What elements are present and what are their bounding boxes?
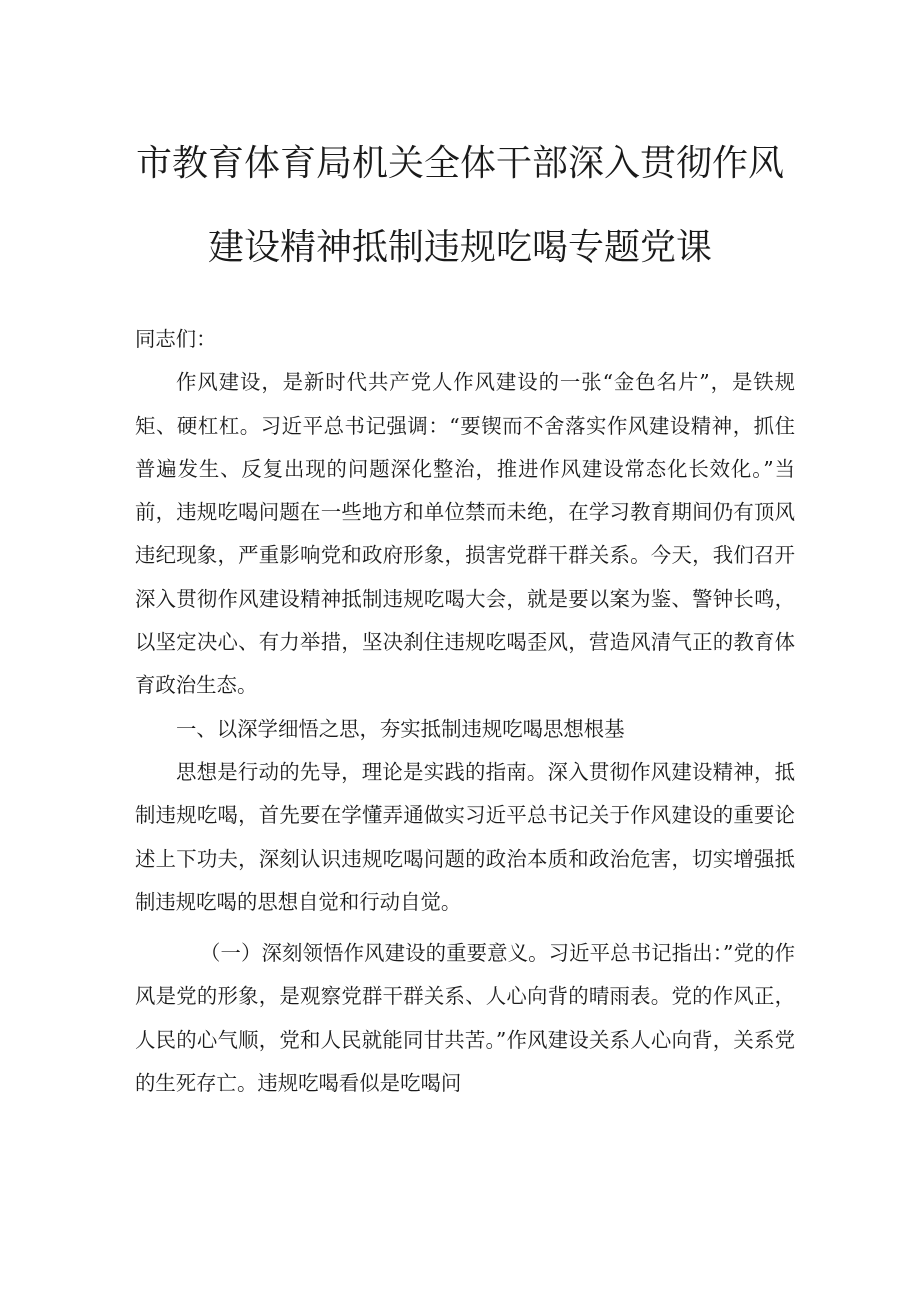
document-body <box>135 318 795 1105</box>
greeting: 同志们： <box>135 327 217 351</box>
section-1-heading: 一、以深学细悟之思，夯实抵制违规吃喝思想根基 <box>176 716 625 741</box>
intro-paragraph: 作风建设，是新时代共产党人作风建设的一张“金色名片”，是铁规矩、硬杠杠。习近平总书记强调：“要锲而不舍落实作风建设精神，抓住普遍发生、反复出现的问题深化整治，推进作风建设常态化长效化。”当前，违规吃喝问题在一些地方和单位禁而未绝，在学习教育期间仍有顶风违纪现象，严重影响党和政府形象，损害党群干群关系。今天，我们召开深入贯彻作风建设精神抵制违规吃喝大会，就是要以案为鉴、警钟长鸣，以坚定决心、有力举措，坚决刹住违规吃喝歪风，营造风清气正的教育体育政治生态。 <box>135 370 795 698</box>
section-1-paragraph: 思想是行动的先导，理论是实践的指南。深入贯彻作风建设精神，抵制违规吃喝，首先要在学懂弄通做实习近平总书记关于作风建设的重要论述上下功夫，深刻认识违规吃喝问题的政治本质和政治危害，切实增强抵制违规吃喝的思想自觉和行动自觉。 <box>135 759 795 914</box>
document-title-line-1: 市教育体育局机关全体干部深入贯彻作风 <box>135 143 784 184</box>
document-title-line-2: 建设精神抵制违规吃喝专题党课 <box>207 227 712 268</box>
subsection-1-paragraph: （一）深刻领悟作风建设的重要意义。习近平总书记指出：”党的作风是党的形象，是观察党群干群关系、人心向背的晴雨表。党的作风正，人民的心气顺，党和人民就能同甘共苦。”作风建设关系人心向背，关系党的生死存亡。违规吃喝看似是吃喝问 <box>135 941 795 1096</box>
